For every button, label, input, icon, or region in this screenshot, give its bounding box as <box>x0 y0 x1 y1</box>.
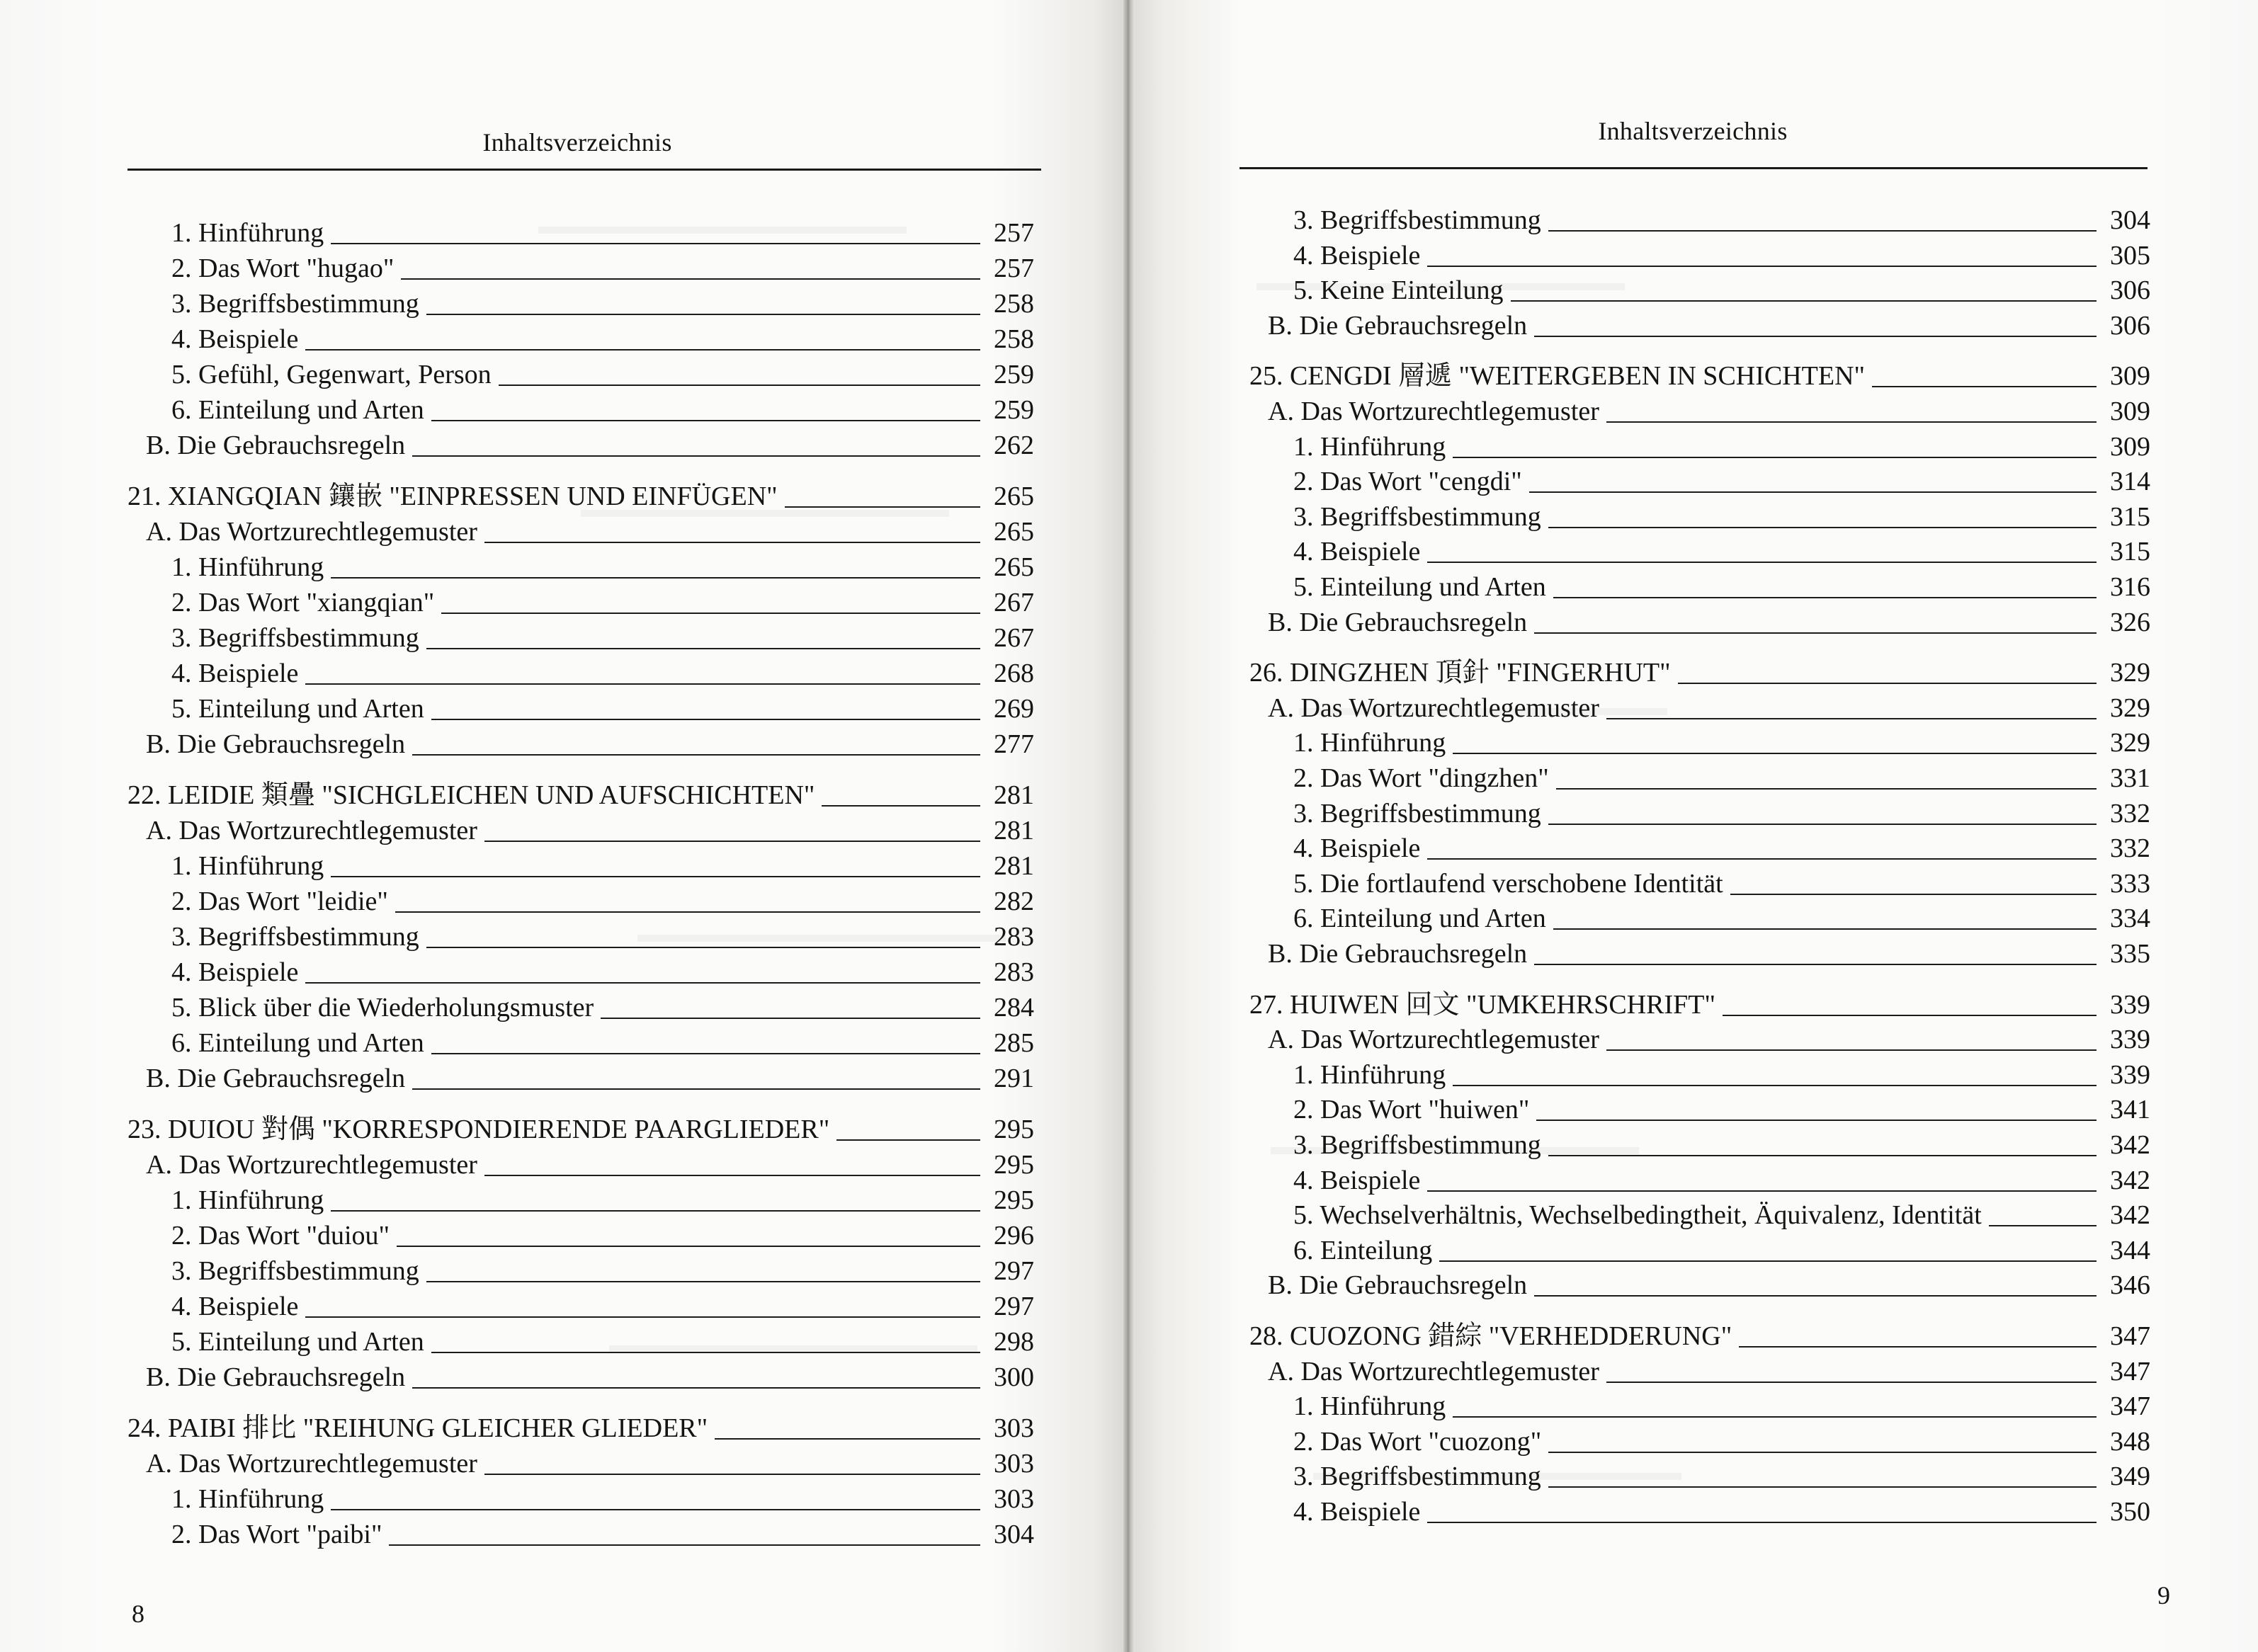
toc-entry-title: 4. Beispiele <box>1293 1497 1421 1527</box>
toc-entry-item <box>127 1022 1034 1056</box>
toc-entry-title: 2. Das Wort "dingzhen" <box>1293 763 1549 793</box>
toc-entry-page: 257 <box>994 254 1034 283</box>
toc-entry-item <box>127 845 1034 879</box>
toc-entry-title: 1. Hinführung <box>1293 1059 1446 1090</box>
toc-leader-line <box>426 1281 980 1282</box>
toc-leader-line <box>305 1316 980 1318</box>
toc-leader-line <box>1730 894 2097 895</box>
toc-entry-page: 277 <box>994 729 1034 759</box>
toc-entry-item <box>127 653 1034 687</box>
toc-leader-line <box>412 455 980 457</box>
toc-entry-title: 2. Das Wort "cuozong" <box>1293 1426 1542 1457</box>
toc-entry-page: 296 <box>994 1221 1034 1251</box>
toc-leader-line <box>1989 1225 2097 1226</box>
toc-entry-title: 4. Beispiele <box>1293 537 1421 567</box>
toc-leader-line <box>412 754 980 756</box>
toc-entry-section <box>127 511 1034 545</box>
toc-entry-page: 329 <box>2110 658 2150 688</box>
toc-entry-title: 3. Begriffsbestimmung <box>1293 1462 1541 1492</box>
toc-entry-title: B. Die Gebrauchsregeln <box>146 729 406 759</box>
toc-entry-chapter <box>127 1408 1034 1442</box>
toc-entry-title: 6. Einteilung und Arten <box>171 395 424 425</box>
toc-leader-line <box>1548 1486 2097 1488</box>
toc-entry-page: 259 <box>994 395 1034 425</box>
toc-entry-page: 281 <box>994 851 1034 881</box>
toc-entry-title: 3. Begriffsbestimmung <box>171 922 419 952</box>
toc-list <box>1249 200 2150 1559</box>
toc-entry-page: 265 <box>994 482 1034 511</box>
toc-leader-line <box>1427 1522 2097 1523</box>
toc-leader-line <box>1534 336 2097 337</box>
toc-leader-line <box>441 613 980 614</box>
toc-entry-title: 1. Hinführung <box>1293 1391 1446 1422</box>
toc-entry-page: 329 <box>2110 728 2150 758</box>
toc-entry-title: 1. Hinführung <box>171 851 324 881</box>
toc-entry-chapter <box>1249 984 2150 1018</box>
toc-entry-title: 4. Beispiele <box>171 659 299 688</box>
toc-entry-item <box>1249 566 2150 600</box>
toc-list <box>127 212 1034 1558</box>
toc-leader-line <box>1739 1346 2097 1348</box>
toc-entry-title: B. Die Gebrauchsregeln <box>1268 310 1528 341</box>
toc-leader-line <box>331 577 980 579</box>
toc-entry-page: 309 <box>2110 361 2150 392</box>
toc-leader-line <box>331 1509 980 1510</box>
toc-entry-item <box>127 688 1034 722</box>
toc-leader-line <box>389 1544 980 1546</box>
toc-entry-page: 314 <box>2110 467 2150 497</box>
toc-entry-page: 309 <box>2110 397 2150 426</box>
toc-entry-item <box>127 1286 1034 1320</box>
toc-entry-title: 5. Blick über die Wiederholungsmuster <box>171 993 594 1022</box>
toc-entry-page: 305 <box>2110 240 2150 270</box>
toc-entry-item <box>1249 793 2150 827</box>
toc-entry-page: 342 <box>2110 1200 2150 1231</box>
toc-entry-page: 348 <box>2110 1426 2150 1457</box>
toc-leader-line <box>1511 300 2097 302</box>
toc-entry-chapter <box>127 1109 1034 1143</box>
toc-entry-title: 5. Keine Einteilung <box>1293 275 1504 306</box>
toc-leader-line <box>1556 788 2097 790</box>
toc-entry-item <box>1249 1124 2150 1158</box>
toc-entry-item <box>127 1180 1034 1214</box>
toc-leader-line <box>836 1139 980 1141</box>
toc-entry-title: A. Das Wortzurechtlegemuster <box>146 816 477 845</box>
toc-entry-title: 1. Hinführung <box>171 1185 324 1215</box>
toc-entry-title: A. Das Wortzurechtlegemuster <box>1268 1025 1599 1055</box>
toc-leader-line <box>1553 928 2097 930</box>
toc-entry-item <box>127 987 1034 1021</box>
toc-leader-line <box>601 1018 980 1019</box>
toc-entry-title: 3. Begriffsbestimmung <box>1293 798 1541 828</box>
toc-entry-page: 258 <box>994 289 1034 319</box>
toc-entry-page: 306 <box>2110 310 2150 341</box>
toc-entry-page: 347 <box>2110 1321 2150 1351</box>
toc-entry-item <box>1249 898 2150 932</box>
toc-entry-page: 347 <box>2110 1391 2150 1422</box>
running-head: Inhaltsverzeichnis <box>1598 117 1788 145</box>
toc-leader-line <box>426 947 980 948</box>
toc-entry-title: B. Die Gebrauchsregeln <box>1268 939 1528 969</box>
toc-entry-chapter <box>1249 1316 2150 1350</box>
toc-entry-page: 282 <box>994 887 1034 916</box>
toc-entry-item <box>1249 1089 2150 1123</box>
toc-entry-title: A. Das Wortzurechtlegemuster <box>1268 693 1599 723</box>
toc-entry-chapter <box>1249 652 2150 686</box>
toc-entry-section <box>1249 602 2150 636</box>
toc-leader-line <box>1606 1382 2097 1383</box>
toc-entry-section <box>1249 1019 2150 1053</box>
toc-entry-page: 315 <box>2110 537 2150 567</box>
toc-entry-section <box>127 810 1034 844</box>
toc-entry-title: A. Das Wortzurechtlegemuster <box>146 1449 477 1479</box>
toc-entry-title: 23. DUIOU 對偶 "KORRESPONDIERENDE PAARGLIEDER" <box>127 1115 830 1144</box>
toc-entry-page: 329 <box>2110 693 2150 723</box>
toc-entry-page: 347 <box>2110 1356 2150 1386</box>
toc-leader-line <box>431 420 980 421</box>
toc-entry-section <box>127 1144 1034 1178</box>
toc-entry-item <box>1249 758 2150 792</box>
toc-entry-title: 25. CENGDI 層遞 "WEITERGEBEN IN SCHICHTEN" <box>1249 361 1866 392</box>
toc-leader-line <box>1427 1190 2097 1192</box>
toc-entry-page: 326 <box>2110 607 2150 637</box>
toc-entry-title: 3. Begriffsbestimmung <box>1293 1130 1541 1160</box>
toc-entry-section <box>127 1443 1034 1477</box>
toc-entry-title: 2. Das Wort "huiwen" <box>1293 1095 1530 1125</box>
toc-entry-page: 281 <box>994 780 1034 810</box>
toc-entry-item <box>127 248 1034 282</box>
toc-entry-item <box>1249 1054 2150 1088</box>
toc-entry-title: 28. CUOZONG 錯綜 "VERHEDDERUNG" <box>1249 1321 1732 1351</box>
toc-leader-line <box>484 841 980 842</box>
toc-entry-title: 1. Hinführung <box>1293 431 1446 462</box>
toc-entry-page: 341 <box>2110 1095 2150 1125</box>
toc-entry-title: 3. Begriffsbestimmung <box>171 623 419 653</box>
toc-leader-line <box>1534 1295 2097 1297</box>
header-rule <box>1239 167 2148 169</box>
toc-entry-page: 284 <box>994 993 1034 1022</box>
toc-entry-title: 1. Hinführung <box>1293 728 1446 758</box>
toc-entry-page: 265 <box>994 517 1034 547</box>
toc-entry-item <box>1249 1456 2150 1490</box>
toc-leader-line <box>1534 632 2097 634</box>
toc-entry-page: 331 <box>2110 763 2150 793</box>
toc-entry-page: 334 <box>2110 904 2150 934</box>
toc-leader-line <box>785 506 980 508</box>
toc-leader-line <box>1427 266 2097 267</box>
toc-leader-line <box>331 876 980 877</box>
toc-entry-item <box>127 617 1034 651</box>
toc-entry-page: 339 <box>2110 1059 2150 1090</box>
toc-entry-page: 267 <box>994 588 1034 617</box>
toc-entry-title: A. Das Wortzurechtlegemuster <box>146 517 477 547</box>
toc-leader-line <box>1453 457 2097 458</box>
toc-entry-page: 333 <box>2110 868 2150 899</box>
toc-leader-line <box>1548 230 2097 232</box>
toc-entry-page: 297 <box>994 1256 1034 1286</box>
toc-leader-line <box>1606 421 2097 423</box>
toc-leader-line <box>1678 683 2097 684</box>
toc-entry-item <box>127 952 1034 986</box>
toc-leader-line <box>431 1053 980 1054</box>
toc-entry-title: B. Die Gebrauchsregeln <box>146 431 406 460</box>
toc-entry-item <box>127 916 1034 950</box>
toc-entry-chapter <box>127 476 1034 510</box>
toc-leader-line <box>1529 491 2097 493</box>
toc-entry-item <box>1249 200 2150 234</box>
toc-entry-page: 268 <box>994 659 1034 688</box>
toc-entry-page: 315 <box>2110 501 2150 532</box>
toc-leader-line <box>1606 1049 2097 1051</box>
toc-leader-line <box>1548 1155 2097 1156</box>
toc-entry-title: 3. Begriffsbestimmung <box>1293 205 1541 235</box>
toc-entry-title: 4. Beispiele <box>171 1292 299 1321</box>
toc-entry-section <box>127 1058 1034 1092</box>
toc-leader-line <box>822 805 980 807</box>
toc-entry-title: 2. Das Wort "xiangqian" <box>171 588 435 617</box>
toc-entry-title: 5. Wechselverhältnis, Wechselbedingtheit, Äquivalenz, Identität <box>1293 1200 1982 1231</box>
toc-entry-page: 303 <box>994 1484 1034 1514</box>
toc-entry-page: 344 <box>2110 1235 2150 1265</box>
toc-leader-line <box>1427 858 2097 860</box>
toc-entry-page: 304 <box>994 1520 1034 1549</box>
toc-leader-line <box>401 278 980 280</box>
toc-entry-item <box>1249 863 2150 897</box>
book-gutter <box>1123 0 1135 1652</box>
toc-leader-line <box>499 384 980 386</box>
toc-leader-line <box>412 1088 980 1090</box>
toc-entry-page: 309 <box>2110 431 2150 462</box>
toc-leader-line <box>395 911 980 913</box>
toc-entry-section <box>1249 391 2150 425</box>
toc-entry-title: 6. Einteilung und Arten <box>1293 904 1546 934</box>
right-page <box>1129 0 2258 1652</box>
toc-leader-line <box>1536 1120 2097 1121</box>
toc-entry-title: 1. Hinführung <box>171 1484 324 1514</box>
toc-entry-page: 295 <box>994 1150 1034 1180</box>
toc-entry-section <box>1249 1265 2150 1299</box>
toc-entry-title: 5. Einteilung und Arten <box>171 694 424 724</box>
toc-entry-title: 4. Beispiele <box>1293 833 1421 864</box>
toc-entry-title: B. Die Gebrauchsregeln <box>146 1362 406 1392</box>
toc-leader-line <box>1723 1015 2097 1016</box>
toc-leader-line <box>431 1352 980 1353</box>
toc-entry-chapter <box>1249 355 2150 392</box>
toc-leader-line <box>484 1175 980 1176</box>
toc-entry-title: 27. HUIWEN 回文 "UMKEHRSCHRIFT" <box>1249 989 1716 1020</box>
toc-entry-title: 24. PAIBI 排比 "REIHUNG GLEICHER GLIEDER" <box>127 1413 708 1443</box>
toc-entry-page: 298 <box>994 1327 1034 1357</box>
toc-entry-page: 303 <box>994 1413 1034 1443</box>
toc-leader-line <box>426 314 980 315</box>
toc-leader-line <box>1439 1260 2097 1262</box>
toc-entry-page: 332 <box>2110 833 2150 864</box>
toc-entry-page: 342 <box>2110 1165 2150 1195</box>
toc-entry-item <box>1249 1386 2150 1420</box>
toc-entry-page: 342 <box>2110 1130 2150 1160</box>
toc-entry-item <box>127 547 1034 581</box>
toc-entry-title: 6. Einteilung <box>1293 1235 1433 1265</box>
toc-entry-section <box>1249 305 2150 339</box>
toc-entry-item <box>1249 235 2150 269</box>
toc-entry-item <box>127 881 1034 915</box>
toc-leader-line <box>431 719 980 720</box>
toc-entry-title: 3. Begriffsbestimmung <box>171 289 419 319</box>
toc-entry-page: 285 <box>994 1028 1034 1058</box>
toc-entry-item <box>1249 1491 2150 1525</box>
toc-entry-item <box>1249 461 2150 495</box>
toc-entry-title: 26. DINGZHEN 頂針 "FINGERHUT" <box>1249 658 1671 688</box>
toc-entry-page: 262 <box>994 431 1034 460</box>
toc-entry-page: 339 <box>2110 989 2150 1020</box>
toc-entry-title: 3. Begriffsbestimmung <box>1293 501 1541 532</box>
toc-leader-line <box>1548 824 2097 825</box>
toc-entry-item <box>1249 426 2150 460</box>
toc-entry-title: 21. XIANGQIAN 鑲嵌 "EINPRESSEN UND EINFÜGEN" <box>127 482 778 511</box>
toc-entry-page: 303 <box>994 1449 1034 1479</box>
toc-entry-title: 4. Beispiele <box>1293 240 1421 270</box>
toc-entry-page: 265 <box>994 552 1034 582</box>
toc-leader-line <box>412 1387 980 1389</box>
toc-entry-title: 6. Einteilung und Arten <box>171 1028 424 1058</box>
toc-entry-title: 5. Gefühl, Gegenwart, Person <box>171 360 492 389</box>
running-head: Inhaltsverzeichnis <box>482 128 672 156</box>
toc-leader-line <box>1453 1085 2097 1086</box>
toc-entry-page: 346 <box>2110 1270 2150 1301</box>
toc-entry-item <box>1249 270 2150 304</box>
toc-leader-line <box>1548 1452 2097 1453</box>
toc-entry-page: 269 <box>994 694 1034 724</box>
toc-leader-line <box>715 1438 980 1440</box>
toc-entry-title: 4. Beispiele <box>171 324 299 354</box>
toc-leader-line <box>1534 964 2097 965</box>
toc-leader-line <box>305 683 980 685</box>
toc-entry-title: A. Das Wortzurechtlegemuster <box>1268 1356 1599 1386</box>
toc-leader-line <box>484 1474 980 1475</box>
toc-leader-line <box>331 1210 980 1212</box>
toc-entry-item <box>127 582 1034 616</box>
toc-leader-line <box>1553 597 2097 598</box>
toc-entry-item <box>1249 722 2150 756</box>
toc-entry-page: 306 <box>2110 275 2150 306</box>
toc-entry-title: 2. Das Wort "paibi" <box>171 1520 382 1549</box>
toc-entry-page: 335 <box>2110 939 2150 969</box>
toc-entry-item <box>127 283 1034 317</box>
toc-entry-page: 295 <box>994 1185 1034 1215</box>
toc-entry-section <box>127 1357 1034 1391</box>
header-rule <box>127 169 1041 171</box>
page-number: 8 <box>132 1600 144 1628</box>
toc-entry-title: B. Die Gebrauchsregeln <box>1268 607 1528 637</box>
toc-entry-page: 259 <box>994 360 1034 389</box>
toc-entry-title: B. Die Gebrauchsregeln <box>1268 1270 1528 1301</box>
toc-entry-item <box>1249 1160 2150 1194</box>
toc-leader-line <box>484 542 980 543</box>
toc-entry-page: 281 <box>994 816 1034 845</box>
toc-entry-title: 1. Hinführung <box>171 552 324 582</box>
toc-entry-title: 3. Begriffsbestimmung <box>171 1256 419 1286</box>
toc-entry-page: 297 <box>994 1292 1034 1321</box>
toc-entry-section <box>1249 688 2150 722</box>
toc-entry-title: 1. Hinführung <box>171 218 324 248</box>
toc-entry-page: 300 <box>994 1362 1034 1392</box>
toc-entry-page: 316 <box>2110 572 2150 602</box>
toc-entry-title: 2. Das Wort "cengdi" <box>1293 467 1522 497</box>
toc-leader-line <box>305 349 980 351</box>
toc-entry-item <box>127 1215 1034 1249</box>
toc-entry-title: B. Die Gebrauchsregeln <box>146 1064 406 1093</box>
toc-entry-section <box>127 425 1034 459</box>
toc-entry-section <box>1249 1351 2150 1385</box>
toc-entry-title: 2. Das Wort "duiou" <box>171 1221 390 1251</box>
toc-entry-item <box>1249 496 2150 530</box>
toc-entry-item <box>1249 531 2150 565</box>
toc-entry-item <box>1249 1230 2150 1264</box>
toc-entry-page: 291 <box>994 1064 1034 1093</box>
toc-entry-page: 258 <box>994 324 1034 354</box>
toc-entry-item <box>127 1514 1034 1548</box>
toc-entry-page: 295 <box>994 1115 1034 1144</box>
toc-entry-title: 4. Beispiele <box>1293 1165 1421 1195</box>
toc-leader-line <box>1548 527 2097 528</box>
toc-entry-item <box>127 389 1034 423</box>
toc-entry-page: 349 <box>2110 1462 2150 1492</box>
toc-entry-title: 4. Beispiele <box>171 957 299 987</box>
toc-entry-page: 267 <box>994 623 1034 653</box>
toc-entry-page: 283 <box>994 957 1034 987</box>
toc-entry-item <box>127 212 1034 246</box>
toc-entry-title: 2. Das Wort "leidie" <box>171 887 388 916</box>
toc-entry-page: 283 <box>994 922 1034 952</box>
toc-leader-line <box>305 982 980 984</box>
toc-entry-item <box>127 1251 1034 1284</box>
toc-entry-title: 5. Die fortlaufend verschobene Identität <box>1293 868 1723 899</box>
toc-entry-page: 350 <box>2110 1497 2150 1527</box>
toc-entry-item <box>1249 1195 2150 1229</box>
toc-leader-line <box>331 243 980 244</box>
toc-entry-item <box>127 354 1034 388</box>
toc-entry-title: A. Das Wortzurechtlegemuster <box>1268 397 1599 426</box>
toc-leader-line <box>397 1246 980 1247</box>
toc-entry-title: 5. Einteilung und Arten <box>171 1327 424 1357</box>
toc-entry-item <box>1249 1421 2150 1455</box>
toc-leader-line <box>426 648 980 649</box>
toc-entry-title: 5. Einteilung und Arten <box>1293 572 1546 602</box>
toc-entry-page: 257 <box>994 218 1034 248</box>
toc-entry-item <box>1249 828 2150 862</box>
toc-entry-item <box>127 1321 1034 1355</box>
toc-entry-title: 2. Das Wort "hugao" <box>171 254 395 283</box>
toc-leader-line <box>1453 753 2097 754</box>
toc-leader-line <box>1427 562 2097 563</box>
toc-entry-item <box>127 319 1034 353</box>
toc-leader-line <box>1606 718 2097 719</box>
toc-entry-chapter <box>127 775 1034 809</box>
toc-entry-section <box>1249 933 2150 967</box>
toc-entry-title: A. Das Wortzurechtlegemuster <box>146 1150 477 1180</box>
toc-entry-page: 339 <box>2110 1025 2150 1055</box>
page-number: 9 <box>2157 1581 2170 1610</box>
toc-entry-section <box>127 724 1034 758</box>
toc-entry-title: 22. LEIDIE 類疊 "SICHGLEICHEN UND AUFSCHICHTEN" <box>127 780 815 810</box>
toc-entry-page: 304 <box>2110 205 2150 235</box>
toc-entry-item <box>127 1479 1034 1513</box>
toc-leader-line <box>1872 386 2097 387</box>
toc-entry-page: 332 <box>2110 798 2150 828</box>
toc-leader-line <box>1453 1416 2097 1418</box>
